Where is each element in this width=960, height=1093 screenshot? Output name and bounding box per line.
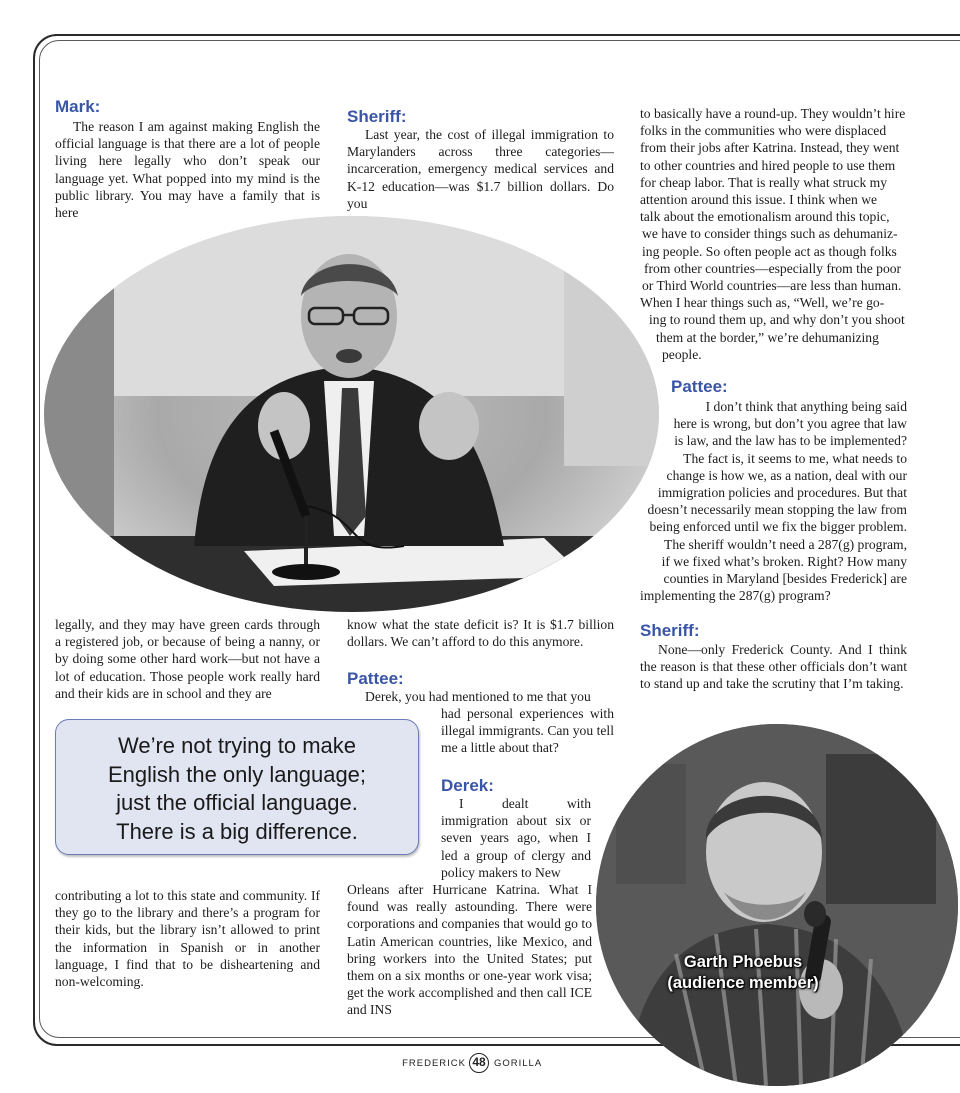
mark-statement-part1: [55, 118, 320, 221]
mark-paragraph-1: The reason I am against making English the official language is that there are a lot of people living here legally who don’t speak our language yet. What popped into my mind is the public library. You may have a family that is here: [55, 119, 320, 221]
pattee-line: here is wrong, but don’t you agree that law: [673, 416, 907, 432]
pattee-line: The sheriff wouldn’t need a 287(g) program,: [664, 536, 907, 552]
mark-statement-part2: [55, 616, 320, 702]
speaker-illustration: [44, 216, 659, 612]
pattee-question-rest: [441, 705, 614, 757]
speaker-label-pattee: Pattee:: [347, 669, 404, 688]
derek-line: When I hear things such as, “Well, we’re go-: [640, 295, 885, 311]
derek-line: we have to consider things such as dehumaniz-: [642, 226, 898, 242]
derek-paragraph-1: I dealt with immigration about six or seven years ago, when I led a group of clergy and policy makers to New: [441, 796, 591, 880]
pull-quote-line-3: just the official language.: [116, 790, 358, 815]
derek-line: to other countries and hired people to use them: [640, 157, 896, 173]
derek-statement-part2: [347, 881, 592, 1019]
derek-line: ing people. So often people act as though folks: [642, 243, 897, 259]
sheriff-paragraph-1: Last year, the cost of illegal immigration to Marylanders across three categories— incarceration, emergency medical services and K-12 education—was $1.7 billion dollars. Do you: [347, 127, 614, 211]
pattee-line: implementing the 287(g) program?: [640, 588, 831, 604]
sheriff-statement-part2: [347, 616, 614, 650]
speaker-label-sheriff: Sheriff:: [347, 107, 407, 126]
derek-line: ing to round them up, and why don’t you shoot: [649, 312, 905, 328]
derek-line: from their jobs after Katrina. Instead, they went: [640, 140, 900, 156]
sheriff-paragraph-2: know what the state deficit is? It is $1.7 billion dollars. We can’t afford to do this anymore.: [347, 617, 614, 650]
photo-caption: [638, 952, 848, 994]
pattee-line: is law, and the law has to be implemented?: [674, 433, 907, 449]
derek-line: for cheap labor. That is really what struck my: [640, 174, 888, 190]
pattee-question-text-1: Derek, you had mentioned to me that you: [365, 689, 591, 704]
speaker-label-sheriff: Sheriff:: [640, 621, 700, 640]
caption-name: Garth Phoebus: [683, 953, 803, 971]
pattee-statement: [600, 398, 907, 604]
pattee-line: counties in Maryland [besides Frederick] are: [663, 571, 907, 587]
speaker-label-derek: Derek:: [441, 776, 494, 795]
derek-paragraph-2: Orleans after Hurricane Katrina. What I found was really astounding. There were corporations and companies that would go to Latin American countries, like Mexico, and bring workers into the United States; put them on a six months or one-year work visa; get the work accomplished and then call ICE and INS: [347, 882, 592, 1018]
sheriff-reply: [640, 641, 907, 693]
derek-statement-continued: [640, 105, 907, 363]
pattee-line: if we fixed what’s broken. Right? How many: [661, 553, 907, 569]
pattee-line: change is how we, as a nation, deal with our: [666, 467, 907, 483]
audience-member-illustration: [596, 724, 958, 1086]
derek-line: or Third World countries—are less than human.: [642, 278, 902, 294]
pattee-question-text-2: had personal experiences with illegal immigrants. Can you tell me a little about that?: [441, 706, 614, 756]
derek-line: talk about the emotionalism around this topic,: [640, 209, 890, 225]
page-footer: [0, 1053, 960, 1073]
sheriff-reply-text: None—only Frederick County. And I think the reason is that these other officials don’t want to stand up and take the scrutiny that I’m taking.: [640, 642, 907, 692]
derek-line: folks in the communities who were displaced: [640, 123, 887, 139]
footer-publication-left: FREDERICK: [402, 1058, 466, 1069]
pattee-line: being enforced until we fix the bigger problem.: [649, 519, 907, 535]
mark-statement-part3: [55, 887, 320, 990]
photo-speaker-at-microphone: [44, 216, 659, 612]
caption-role: (audience member): [667, 974, 819, 992]
speaker-label-mark: Mark:: [55, 97, 101, 116]
sheriff-statement-part1: [347, 126, 614, 212]
footer-publication-right: GORILLA: [494, 1058, 543, 1069]
pattee-question-line1: [347, 688, 614, 705]
derek-line: from other countries—especially from the poor: [644, 260, 902, 276]
photo-audience-member: [596, 724, 958, 1086]
pattee-line: doesn’t necessarily mean stopping the law from: [647, 502, 907, 518]
derek-statement-part1: [441, 795, 591, 881]
derek-line: them at the border,” we’re dehumanizing: [656, 329, 879, 345]
pull-quote-line-1: We’re not trying to make: [117, 733, 357, 758]
pull-quote-line-2: English the only language;: [107, 761, 367, 787]
derek-line: attention around this issue. I think when we: [640, 192, 878, 208]
derek-line: people.: [662, 346, 702, 362]
pattee-line: The fact is, it seems to me, what needs to: [683, 450, 907, 466]
pattee-line: immigration policies and procedures. But that: [657, 485, 907, 501]
mark-paragraph-3: contributing a lot to this state and community. If they go to the library and there’s a program for their kids, but the library isn’t allowed to print the information in Spanish or in another language, I find that to be disheartening and non-welcoming.: [55, 888, 320, 990]
mark-paragraph-2: legally, and they may have green cards through a registered job, or because of being a nanny, or by doing some other hard work—but not have a lot of education. Those people work really hard and their kids are in school and they are: [55, 617, 320, 701]
pattee-line: I don’t think that anything being said: [705, 399, 907, 414]
page-number: 48: [469, 1053, 489, 1073]
pull-quote-line-4: There is a big difference.: [116, 818, 358, 844]
pull-quote: [55, 719, 419, 855]
derek-line: to basically have a round-up. They wouldn’t hire: [640, 106, 906, 121]
speaker-label-pattee: Pattee:: [671, 377, 728, 396]
